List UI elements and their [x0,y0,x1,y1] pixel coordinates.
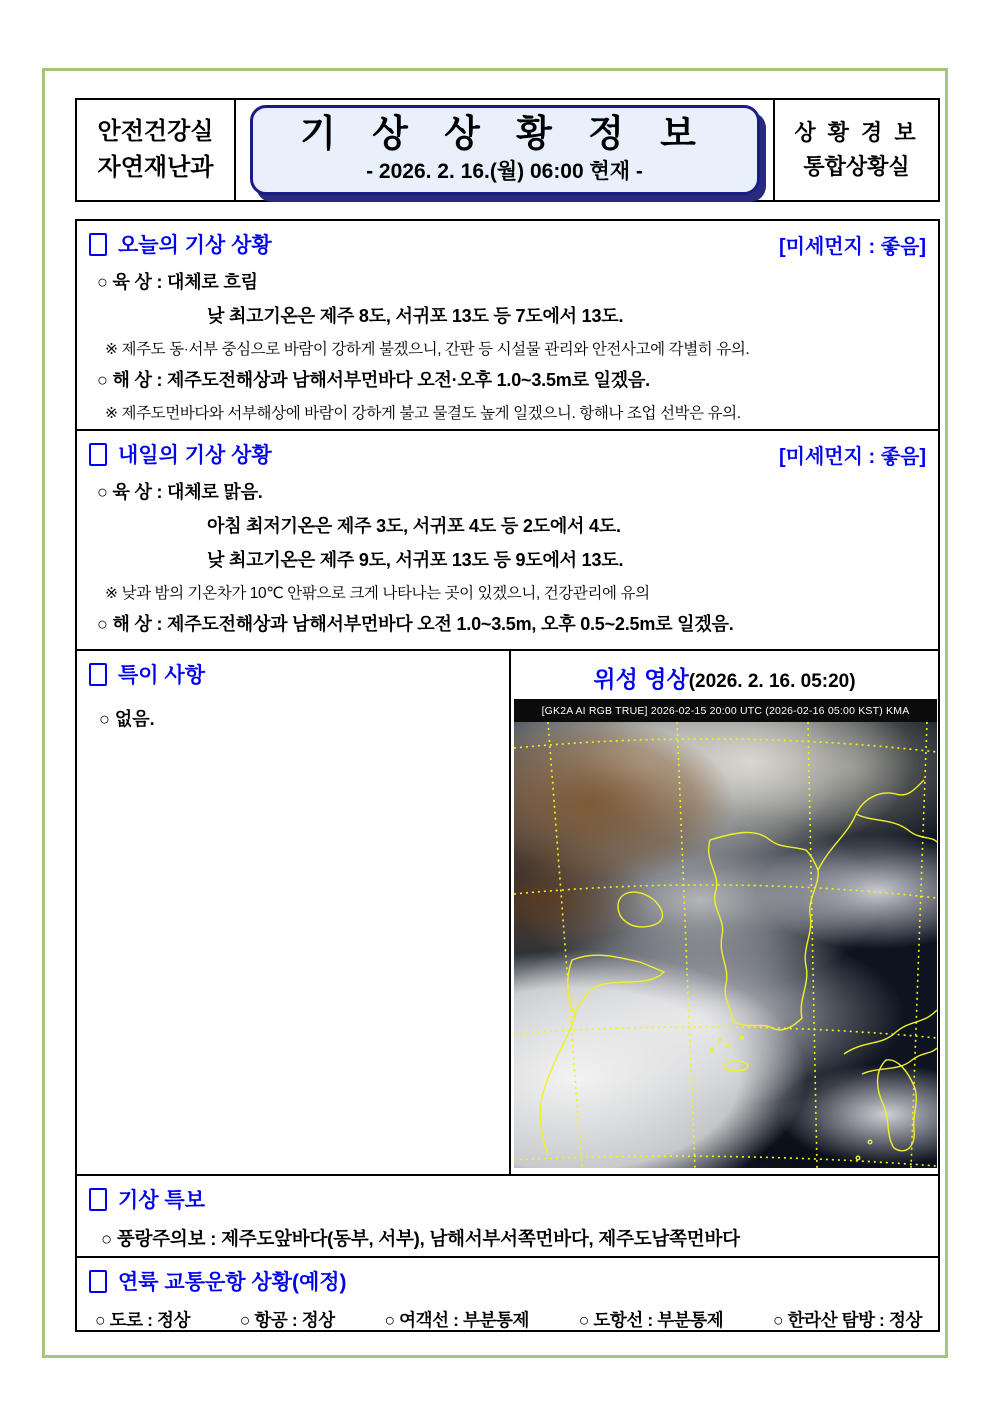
report-header [75,98,940,202]
section-square-icon [89,1188,107,1211]
satellite-caption [511,661,938,694]
today-land-detail: 낮 최고기온은 제주 8도, 서귀포 13도 등 7도에서 13도. [207,306,624,326]
transport-status-row [77,1298,938,1332]
transport-road: ○ 도로 : 정상 [95,1310,191,1330]
special-notes-cell [77,651,511,1174]
tomorrow-note: ※ 낮과 밤의 기온차가 10℃ 안팎으로 크게 나타나는 곳이 있겠으니, 건강관리에 유의 [105,585,650,602]
satellite-overlay [514,722,937,1168]
tomorrow-sea-line: ○ 해 상 : 제주도전해상과 남해서부먼바다 오전 1.0~3.5m, 오후 0.5~2.5m로 일겠음. [97,614,734,634]
satellite-photo [514,722,937,1168]
section-square-icon [89,443,107,466]
department-line1: 안전건강실 [97,118,214,145]
today-sea-note: ※ 제주도먼바다와 서부해상에 바람이 강하게 불고 물결도 높게 일겠으니. 항해나 조업 선박은 유의. [105,405,741,422]
warning-heading-row [77,1176,938,1216]
department-line2: 자연재난과 [97,154,214,181]
special-none-line: ○ 없음. [99,709,155,729]
today-dust-badge: [미세먼지 : 좋음] [778,235,926,258]
section-square-icon [89,1270,107,1293]
transport-hallasan: ○ 한라산 탐방 : 정상 [772,1310,922,1330]
transport-heading-row [77,1258,938,1298]
report-body [75,219,940,1332]
satellite-info-bar: [GK2A AI RGB TRUE] 2026-02-15 20:00 UTC (2026-02-16 05:00 KST) KMA [514,699,937,722]
transport-heading: 연륙 교통운항 상황(예정) [118,1271,347,1294]
special-heading: 특이 사항 [118,664,205,687]
tomorrow-day-detail: 낮 최고기온은 제주 9도, 서귀포 13도 등 9도에서 13도. [207,550,624,570]
today-land-note: ※ 제주도 동·서부 중심으로 바람이 강하게 불겠으니, 간판 등 시설물 관리와 안전사고에 각별히 유의. [105,341,750,358]
tomorrow-dust-badge: [미세먼지 : 좋음] [778,445,926,468]
document-frame [42,68,948,1358]
org-line2: 통합상황실 [803,154,910,179]
section-special-satellite [77,649,938,1174]
satellite-cell [511,651,938,1174]
section-square-icon [89,663,107,686]
org-line1: 상 황 경 보 [794,119,919,145]
latlon-grid [514,722,937,1168]
tomorrow-morning-detail: 아침 최저기온은 제주 3도, 서귀포 4도 등 2도에서 4도. [207,516,621,536]
section-transport [77,1256,938,1330]
satellite-image [514,699,937,1168]
title-box [250,105,760,195]
satellite-timestamp: (2026. 2. 16. 05:20) [688,671,856,692]
section-square-icon [89,233,107,256]
department-cell [77,100,236,200]
section-warning [77,1174,938,1256]
special-heading-row [77,651,509,691]
coastlines [540,780,937,1160]
report-title: 기 상 상 황 정 보 [300,112,709,154]
today-sea-line: ○ 해 상 : 제주도전해상과 남해서부먼바다 오전·오후 1.0~3.5m로 일겠음. [97,370,650,390]
transport-air: ○ 항공 : 정상 [239,1310,335,1330]
today-land-line: ○ 육 상 : 대체로 흐림 [97,272,258,292]
tomorrow-heading: 내일의 기상 상황 [118,444,272,467]
section-tomorrow [77,429,938,649]
tomorrow-heading-row [77,431,938,471]
section-today [77,221,938,429]
transport-ferry: ○ 여객선 : 부분통제 [384,1310,529,1330]
tomorrow-land-line: ○ 육 상 : 대체로 맑음. [97,482,263,502]
warning-item: ○ 풍랑주의보 : 제주도앞바다(동부, 서부), 남해서부서쪽먼바다, 제주도남쪽먼바다 [101,1228,740,1249]
today-heading-row [77,221,938,261]
report-datetime: - 2026. 2. 16.(월) 06:00 현재 - [366,160,643,184]
transport-island-boat: ○ 도항선 : 부분통제 [578,1310,724,1330]
warning-heading: 기상 특보 [118,1189,205,1212]
satellite-title: 위성 영상 [593,666,689,692]
org-cell [773,100,938,200]
title-cell [236,100,773,200]
today-heading: 오늘의 기상 상황 [118,234,272,257]
